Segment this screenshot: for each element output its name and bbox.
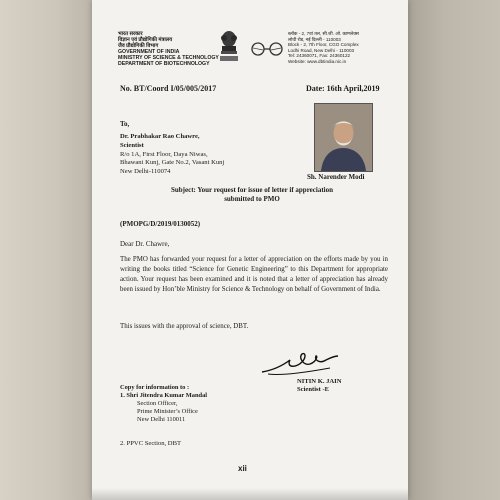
address-line: New Delhi-110074: [120, 168, 171, 176]
page-number: xii: [238, 464, 247, 473]
letterhead-line: MINISTRY OF SCIENCE & TECHNOLOGY: [118, 55, 219, 61]
pmo-reference: (PMOPG/D/2019/0130052): [120, 220, 201, 228]
address-line: ब्लॉक - 2, 7वां तल, सी.जी. ओ. काम्प्लेक्स: [288, 31, 359, 36]
subject-line: [152, 186, 352, 204]
copy-item-line: New Delhi 110011: [137, 416, 186, 423]
body-paragraph: The PMO has forwarded your request for a letter of appreciation on the efforts made by you in writing the books titled “Science for Genetic Engineering” to this Department for appropriate action. Your request has been examined and it is noted that a letter of appreciation has already been issued by Hon’ble Ministry for Science & Technology on behalf of Government of India.: [120, 256, 388, 293]
copy-item-line: Section Officer,: [137, 400, 178, 407]
address-line: R/o 1A, First Floor, Daya Niwas,: [120, 150, 208, 158]
subject-text: Subject: Your request for issue of letter if appreciation: [170, 186, 334, 194]
address-line: Bhawani Kunj, Gate No.2, Vasant Kunj: [120, 159, 225, 167]
signatory: [297, 378, 342, 394]
closing-paragraph: This issues with the approval of science, DBT.: [120, 323, 249, 330]
person-photo-icon: [315, 104, 372, 171]
letterhead-line: विज्ञान एवं प्रौद्योगिकी मंत्रालय: [118, 37, 173, 43]
address-line: Website: www.dbtindia.nic.in: [288, 58, 347, 64]
state-emblem-icon: [218, 30, 240, 64]
letterhead-line: GOVERNMENT OF INDIA: [118, 49, 180, 55]
book-left-edge: [0, 0, 92, 500]
letterhead-line: जैव प्रौद्योगिकी विभाग: [118, 43, 159, 49]
letter-page: [92, 0, 408, 500]
swachh-bharat-logo-icon: [248, 41, 286, 57]
address-line: Lodhi Road, New Delhi - 110003: [288, 47, 355, 53]
letterhead-left: [118, 31, 219, 67]
signatory-name: NITIN K. JAIN: [297, 378, 342, 385]
copy-item-2: 2. PPVC Section, DBT: [120, 440, 181, 447]
photo-caption: Sh. Narender Modi: [307, 173, 365, 181]
to-label: To,: [120, 120, 130, 128]
letterhead-line: भारत सरकार: [118, 31, 143, 37]
letter-date: Date: 16th April,2019: [306, 84, 380, 93]
salutation: Dear Dr. Chawre,: [120, 240, 170, 248]
subject-text: submitted to PMO: [224, 195, 280, 203]
letterhead-right: [288, 31, 359, 65]
reference-number: No. BT/Coord I/05/005/2017: [120, 84, 217, 93]
recipient-address: [120, 133, 224, 177]
recipient-name: Dr. Prabhakar Rao Chawre,: [120, 133, 200, 140]
copy-heading: Copy for information to :: [120, 384, 190, 391]
recipient-title: Scientist: [120, 141, 144, 149]
book-right-edge: [408, 0, 500, 500]
address-line: Tel: 24360071, Fax: 24360122: [288, 53, 351, 59]
signatory-designation: Scientist -E: [297, 386, 330, 393]
page-bottom-shadow: [92, 488, 408, 500]
copy-to-section: [120, 384, 207, 424]
copy-item-line: Prime Minister’s Office: [137, 408, 198, 415]
handwritten-signature: [260, 346, 340, 378]
address-line: Block - 2, 7th Floor, CGO Complex: [288, 42, 359, 48]
address-line: लोधी रोड, नई दिल्ली - 110003: [288, 36, 341, 42]
letterhead-line: DEPARTMENT OF BIOTECHNOLOGY: [118, 61, 210, 67]
portrait-photo: [314, 103, 373, 172]
copy-item-1: 1. Shri Jitendra Kumar Mandal: [120, 392, 208, 399]
